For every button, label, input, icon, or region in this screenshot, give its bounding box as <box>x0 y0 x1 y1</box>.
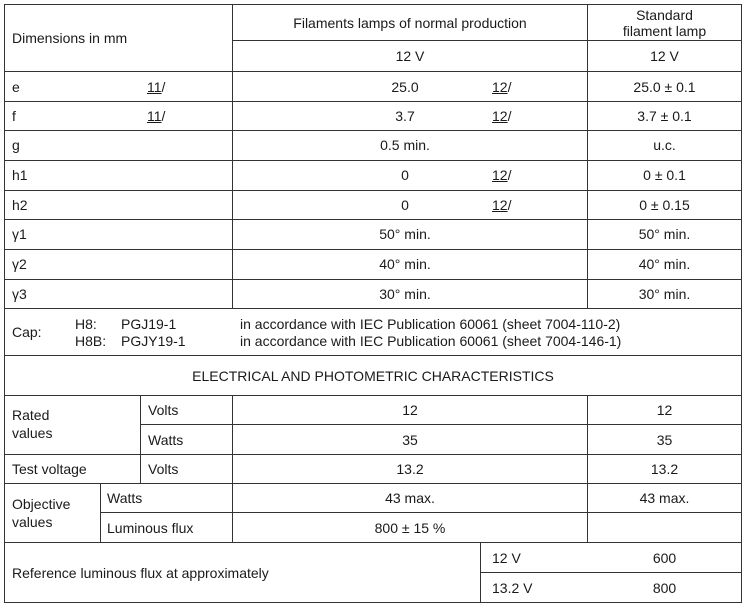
column-rule <box>100 483 101 542</box>
footnote-number: 12 <box>492 108 508 124</box>
footnote-number: 12 <box>492 79 508 95</box>
row-rule <box>4 355 742 356</box>
footnote-number: 12 <box>492 197 508 213</box>
footnote-slash: / <box>507 197 512 213</box>
row-rule <box>4 542 742 543</box>
cap-label: Cap: <box>12 324 42 340</box>
cap-standard-reference: in accordance with IEC Publication 60061 (sheet 7004-146-1) <box>240 333 622 349</box>
test-voltage-standard: 13.2 <box>650 461 679 477</box>
row-rule <box>4 101 742 102</box>
voltage-normal: 12 V <box>395 48 425 64</box>
footnote-number: 11 <box>147 79 162 95</box>
standard-value: 40° min. <box>638 256 691 272</box>
standard-heading-line1: Standard <box>636 7 693 23</box>
standard-value: 25.0 ± 0.1 <box>633 79 696 95</box>
reference-flux-value: 800 <box>652 580 677 596</box>
header-rule <box>232 40 742 41</box>
footnote-number: 12 <box>492 167 508 183</box>
footnote-slash: / <box>507 79 512 95</box>
reference-flux-label: Reference luminous flux at approximately <box>12 565 269 581</box>
footnote-number: 11 <box>147 108 162 124</box>
normal-value: 0 <box>401 197 409 213</box>
dimension-name: h2 <box>12 197 28 213</box>
objective-watts-normal: 43 max. <box>385 490 435 506</box>
normal-value: 30° min. <box>379 286 431 302</box>
row-rule <box>4 249 742 250</box>
rated-label-line1: Rated <box>12 407 50 423</box>
row-rule <box>4 483 742 484</box>
row-rule <box>4 219 742 220</box>
standard-value: u.c. <box>653 137 676 153</box>
dimension-name: γ1 <box>12 226 27 242</box>
row-rule <box>100 512 742 513</box>
standard-value: 3.7 ± 0.1 <box>637 108 692 124</box>
rated-label-line2: values <box>12 425 53 441</box>
footnote-ref <box>147 108 165 124</box>
section-title: ELECTRICAL AND PHOTOMETRIC CHARACTERISTICS <box>192 368 554 384</box>
column-rule <box>480 542 481 603</box>
volts-label: Volts <box>148 402 179 418</box>
table-border-left <box>4 4 5 603</box>
footnote-ref <box>492 108 511 124</box>
footnote-ref <box>492 79 511 95</box>
rated-volts-standard: 12 <box>656 402 673 418</box>
row-rule <box>4 454 742 455</box>
table-border-right <box>741 4 742 603</box>
dimension-name: γ2 <box>12 256 27 272</box>
objective-label-line2: values <box>12 514 53 530</box>
normal-production-heading: Filaments lamps of normal production <box>293 15 527 31</box>
luminous-flux-normal: 800 ± 15 % <box>374 520 446 536</box>
test-voltage-label: Test voltage <box>12 461 87 477</box>
voltage-standard: 12 V <box>650 48 679 64</box>
test-voltage-normal: 13.2 <box>396 461 424 477</box>
cap-standard-reference: in accordance with IEC Publication 60061 (sheet 7004-110-2) <box>240 316 621 332</box>
objective-watts-standard: 43 max. <box>639 490 690 506</box>
normal-value: 25.0 <box>391 79 419 95</box>
rated-volts-normal: 12 <box>402 402 418 418</box>
row-rule <box>4 279 742 280</box>
reference-voltage: 12 V <box>492 550 521 566</box>
normal-value: 0 <box>401 167 409 183</box>
cap-base: PGJY19-1 <box>121 333 186 349</box>
dimension-name: γ3 <box>12 286 27 302</box>
normal-value: 0.5 min. <box>380 137 430 153</box>
row-rule <box>4 160 742 161</box>
column-rule <box>140 395 141 483</box>
table-border-bottom <box>4 602 742 603</box>
standard-value: 30° min. <box>638 286 691 302</box>
luminous-flux-label: Luminous flux <box>107 520 194 536</box>
test-voltage-unit: Volts <box>148 461 179 477</box>
dimensions-label: Dimensions in mm <box>12 30 128 46</box>
table-border-top <box>4 4 742 5</box>
footnote-ref <box>492 197 511 213</box>
dimension-name: g <box>12 137 20 153</box>
dimension-name: e <box>12 79 20 95</box>
row-rule <box>4 130 742 131</box>
row-rule <box>4 190 742 191</box>
row-rule <box>4 71 742 72</box>
objective-label-line1: Objective <box>12 496 71 512</box>
watts-label: Watts <box>148 432 184 448</box>
normal-value: 40° min. <box>379 256 431 272</box>
cap-type: H8: <box>75 316 97 332</box>
row-rule <box>480 572 742 573</box>
reference-flux-value: 600 <box>652 550 677 566</box>
standard-value: 0 ± 0.15 <box>639 197 690 213</box>
row-rule <box>4 308 742 309</box>
row-rule <box>140 424 742 425</box>
rated-watts-normal: 35 <box>402 432 418 448</box>
standard-value: 0 ± 0.1 <box>643 167 686 183</box>
standard-value: 50° min. <box>638 226 691 242</box>
footnote-slash: / <box>161 108 166 124</box>
row-rule <box>4 395 742 396</box>
normal-value: 3.7 <box>395 108 415 124</box>
dimension-name: f <box>12 108 16 124</box>
rated-watts-standard: 35 <box>656 432 673 448</box>
dimension-name: h1 <box>12 167 28 183</box>
objective-watts-label: Watts <box>107 490 143 506</box>
cap-base: PGJ19-1 <box>121 316 177 332</box>
normal-value: 50° min. <box>379 226 431 242</box>
footnote-slash: / <box>507 108 512 124</box>
footnote-slash: / <box>507 167 512 183</box>
footnote-slash: / <box>161 79 166 95</box>
cap-type: H8B: <box>75 333 107 349</box>
reference-voltage: 13.2 V <box>492 580 533 596</box>
footnote-ref <box>492 167 511 183</box>
footnote-ref <box>147 79 165 95</box>
standard-heading-line2: filament lamp <box>622 23 707 39</box>
